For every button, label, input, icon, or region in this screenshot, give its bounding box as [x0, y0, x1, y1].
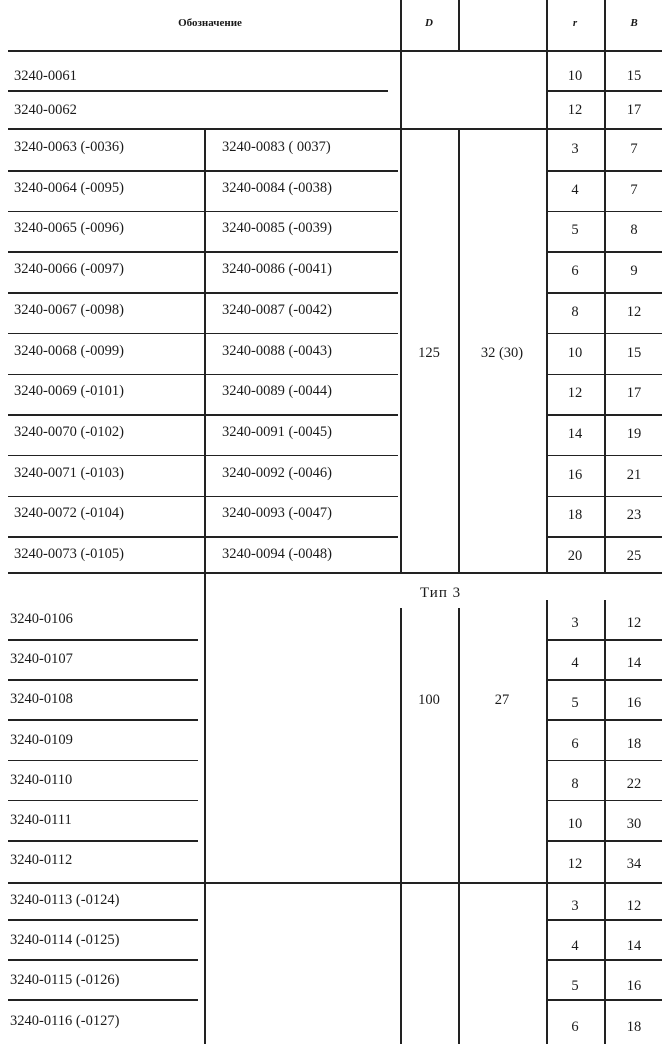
r-cell: 6 — [571, 735, 579, 752]
col4-value: 27 — [494, 692, 510, 708]
B-cell: 22 — [626, 775, 642, 792]
row-divider — [8, 679, 198, 681]
B-cell: 17 — [626, 102, 642, 118]
B-cell: 14 — [626, 655, 642, 672]
r-cell: 5 — [571, 978, 579, 995]
section-divider — [8, 572, 662, 574]
B-cell: 19 — [626, 425, 642, 442]
designation-cell-alt: 3240-0086 (-0041) — [222, 261, 332, 278]
r-cell: 12 — [567, 856, 583, 873]
type-title: Тип 3 — [420, 585, 462, 601]
column-divider — [546, 882, 548, 1044]
r-cell: 8 — [571, 775, 579, 792]
B-cell: 14 — [626, 938, 642, 955]
column-divider — [604, 0, 606, 50]
row-divider — [8, 800, 198, 802]
designation-cell-alt: 3240-0094 (-0048) — [222, 546, 332, 562]
r-cell: 16 — [567, 466, 583, 483]
designation-cell: 3240-0067 (-0098) — [14, 301, 124, 318]
designation-cell: 3240-0106 — [10, 611, 73, 627]
header-designation: Обозначение — [178, 17, 242, 29]
B-cell: 15 — [626, 68, 642, 84]
column-divider — [400, 0, 402, 50]
B-cell: 7 — [630, 181, 638, 198]
designation-cell-alt: 3240-0087 (-0042) — [222, 301, 332, 318]
r-cell: 10 — [567, 816, 583, 832]
column-divider — [204, 882, 206, 1044]
r-cell: 6 — [571, 1018, 579, 1035]
column-divider — [400, 50, 402, 128]
designation-cell: 3240-0071 (-0103) — [14, 464, 124, 481]
row-divider — [8, 414, 398, 416]
row-divider — [8, 374, 398, 376]
r-cell: 4 — [571, 181, 579, 198]
B-cell: 23 — [626, 507, 642, 524]
row-divider — [8, 840, 198, 842]
designation-cell: 3240-0107 — [10, 651, 73, 668]
designation-cell-alt: 3240-0089 (-0044) — [222, 383, 332, 400]
column-divider — [604, 128, 606, 572]
column-divider — [458, 608, 460, 882]
designation-cell: 3240-0109 — [10, 731, 73, 748]
designation-cell: 3240-0115 (-0126) — [10, 972, 120, 989]
B-cell: 18 — [626, 735, 642, 752]
column-divider — [400, 128, 402, 572]
designation-cell: 3240-0061 — [14, 68, 77, 84]
row-divider — [8, 496, 398, 498]
designation-cell: 3240-0112 — [10, 852, 73, 869]
r-cell: 20 — [567, 548, 583, 564]
D-value: 100 — [418, 692, 440, 708]
r-cell: 10 — [567, 68, 583, 84]
designation-cell-alt: 3240-0083 ( 0037) — [222, 139, 331, 155]
B-cell: 25 — [626, 548, 642, 564]
column-divider — [400, 882, 402, 1044]
column-divider — [604, 50, 606, 128]
row-divider — [8, 211, 398, 213]
row-divider — [8, 251, 398, 253]
designation-cell: 3240-0110 — [10, 771, 73, 788]
row-divider — [8, 536, 398, 538]
designation-cell: 3240-0113 (-0124) — [10, 892, 120, 908]
B-cell: 17 — [626, 385, 642, 402]
r-cell: 3 — [571, 141, 579, 157]
B-cell: 15 — [626, 344, 642, 361]
designation-cell: 3240-0069 (-0101) — [14, 383, 124, 400]
row-divider — [8, 999, 198, 1001]
row-divider — [8, 333, 398, 335]
D-value: 125 — [418, 345, 440, 361]
r-cell: 3 — [571, 898, 579, 914]
B-cell: 9 — [630, 263, 638, 280]
header-r: r — [572, 17, 578, 29]
r-cell: 6 — [571, 263, 579, 280]
designation-cell-alt: 3240-0092 (-0046) — [222, 464, 332, 481]
row-divider — [8, 959, 198, 961]
designation-cell-alt: 3240-0088 (-0043) — [222, 342, 332, 359]
row-divider — [8, 90, 388, 92]
designation-cell: 3240-0066 (-0097) — [14, 261, 124, 278]
B-cell: 12 — [626, 615, 642, 631]
designation-cell: 3240-0064 (-0095) — [14, 179, 124, 196]
row-divider — [8, 170, 398, 172]
designation-cell: 3240-0068 (-0099) — [14, 342, 124, 359]
column-divider — [546, 0, 548, 50]
column-divider — [458, 0, 460, 50]
B-cell: 12 — [626, 898, 642, 914]
B-cell: 7 — [630, 141, 638, 157]
B-cell: 16 — [626, 978, 642, 995]
column-divider — [458, 128, 460, 572]
row-divider — [8, 719, 198, 721]
designation-cell: 3240-0062 — [14, 102, 77, 118]
B-cell: 16 — [626, 695, 642, 712]
B-cell: 18 — [626, 1018, 642, 1035]
column-divider — [204, 572, 206, 882]
row-divider — [8, 919, 198, 921]
column-divider — [546, 50, 548, 128]
column-divider — [400, 608, 402, 882]
designation-cell: 3240-0073 (-0105) — [14, 546, 124, 562]
designation-cell-alt: 3240-0084 (-0038) — [222, 179, 332, 196]
designation-cell: 3240-0108 — [10, 691, 73, 708]
header-D: D — [425, 17, 433, 29]
designation-cell-alt: 3240-0085 (-0039) — [222, 220, 332, 237]
section-divider — [8, 128, 662, 130]
section-divider — [8, 882, 662, 884]
B-cell: 21 — [626, 466, 642, 483]
r-cell: 14 — [567, 425, 583, 442]
designation-cell: 3240-0114 (-0125) — [10, 932, 120, 949]
column-divider — [546, 128, 548, 572]
col4-value: 32 (30) — [480, 345, 524, 361]
r-cell: 5 — [571, 222, 579, 239]
r-cell: 12 — [567, 385, 583, 402]
designation-cell-alt: 3240-0093 (-0047) — [222, 505, 332, 522]
row-divider — [8, 292, 398, 294]
designation-cell-alt: 3240-0091 (-0045) — [222, 423, 332, 440]
r-cell: 18 — [567, 507, 583, 524]
column-divider — [604, 600, 606, 882]
r-cell: 12 — [567, 102, 583, 118]
column-divider — [546, 600, 548, 882]
header-bottom-line — [8, 50, 662, 52]
r-cell: 4 — [571, 655, 579, 672]
r-cell: 3 — [571, 615, 579, 631]
row-divider — [8, 455, 398, 457]
designation-cell: 3240-0111 — [10, 812, 72, 828]
designation-cell: 3240-0063 (-0036) — [14, 139, 124, 155]
B-cell: 34 — [626, 856, 642, 873]
r-cell: 4 — [571, 938, 579, 955]
row-divider — [8, 639, 198, 641]
B-cell: 12 — [626, 303, 642, 320]
r-cell: 5 — [571, 695, 579, 712]
column-divider — [458, 882, 460, 1044]
designation-cell: 3240-0065 (-0096) — [14, 220, 124, 237]
header-B: B — [630, 17, 638, 29]
B-cell: 30 — [626, 816, 642, 832]
r-cell: 10 — [567, 344, 583, 361]
row-divider — [8, 760, 198, 762]
designation-cell: 3240-0116 (-0127) — [10, 1012, 120, 1029]
r-cell: 8 — [571, 303, 579, 320]
column-divider — [604, 882, 606, 1044]
designation-cell: 3240-0072 (-0104) — [14, 505, 124, 522]
column-divider — [204, 128, 206, 572]
B-cell: 8 — [630, 222, 638, 239]
designation-cell: 3240-0070 (-0102) — [14, 423, 124, 440]
